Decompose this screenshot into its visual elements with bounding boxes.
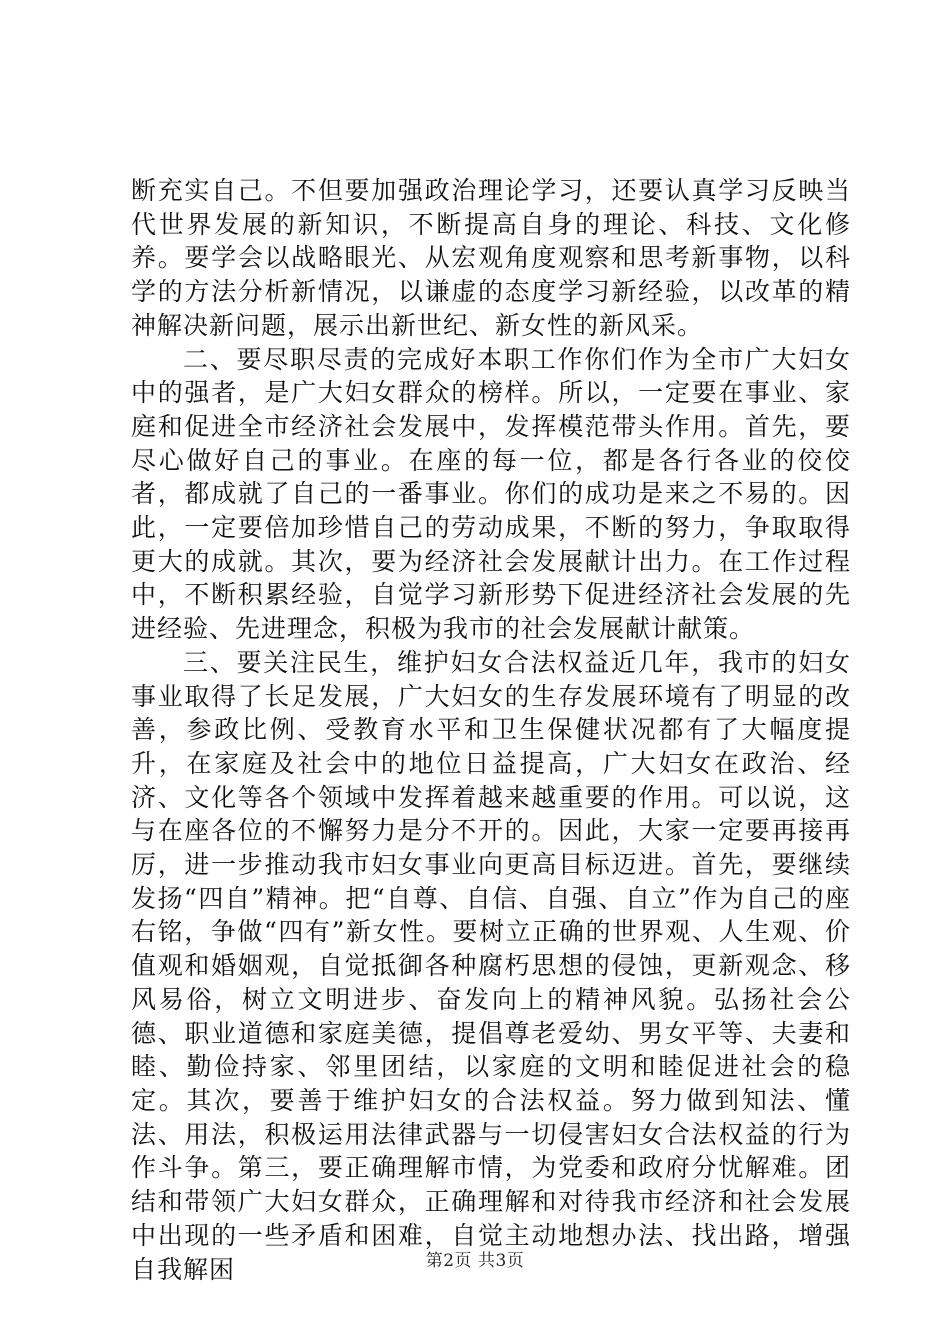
page-number-footer: 第2页 共3页: [425, 1251, 525, 1271]
paragraph-section-three: 三、要关注民生，维护妇女合法权益近几年，我市的妇女事业取得了长足发展，广大妇女的生存发展环境有了明显的改善，参政比例、受教育水平和卫生保健状况都有了大幅度提升，在家庭及社会中的地位日益提高，广大妇女在政治、经济、文化等各个领域中发挥着越来越重要的作用。可以说，这与在座各位的不懈努力是分不开的。因此，大家一定要再接再厉，进一步推动我市妇女事业向更高目标迈进。首先，要继续发扬“四自”精神。把“自尊、自信、自强、自立”作为自己的座右铭，争做“四有”新女性。要树立正确的世界观、人生观、价值观和婚姻观，自觉抵御各种腐朽思想的侵蚀，更新观念、移风易俗，树立文明进步、奋发向上的精神风貌。弘扬社会公德、职业道德和家庭美德，提倡尊老爱幼、男女平等、夫妻和睦、勤俭持家、邻里团结，以家庭的文明和睦促进社会的稳定。其次，要善于维护妇女的合法权益。努力做到知法、懂法、用法，积极运用法律武器与一切侵害妇女合法权益的行为作斗争。第三，要正确理解市情，为党委和政府分忧解难。团结和带领广大妇女群众，正确理解和对待我市经济和社会发展中出现的一些矛盾和困难，自觉主动地想办法、找出路，增强自我解困: [131, 647, 851, 1284]
paragraph-section-two: 二、要尽职尽责的完成好本职工作你们作为全市广大妇女中的强者，是广大妇女群众的榜样。所以，一定要在事业、家庭和促进全市经济社会发展中，发挥模范带头作用。首先，要尽心做好自己的事业。在座的每一位，都是各行各业的佼佼者，都成就了自己的一番事业。你们的成功是来之不易的。因此，一定要倍加珍惜自己的劳动成果，不断的努力，争取取得更大的成就。其次，要为经济社会发展献计出力。在工作过程中，不断积累经验，自觉学习新形势下促进经济社会发展的先进经验、先进理念，积极为我市的社会发展献计献策。: [131, 344, 851, 644]
document-body: [131, 174, 851, 1286]
paragraph-continuation: 断充实自己。不但要加强政治理论学习，还要认真学习反映当代世界发展的新知识，不断提高自身的理论、科技、文化修养。要学会以战略眼光、从宏观角度观察和思考新事物，以科学的方法分析新情况，以谦虚的态度学习新经验，以改革的精神解决新问题，展示出新世纪、新女性的新风采。: [131, 176, 851, 340]
